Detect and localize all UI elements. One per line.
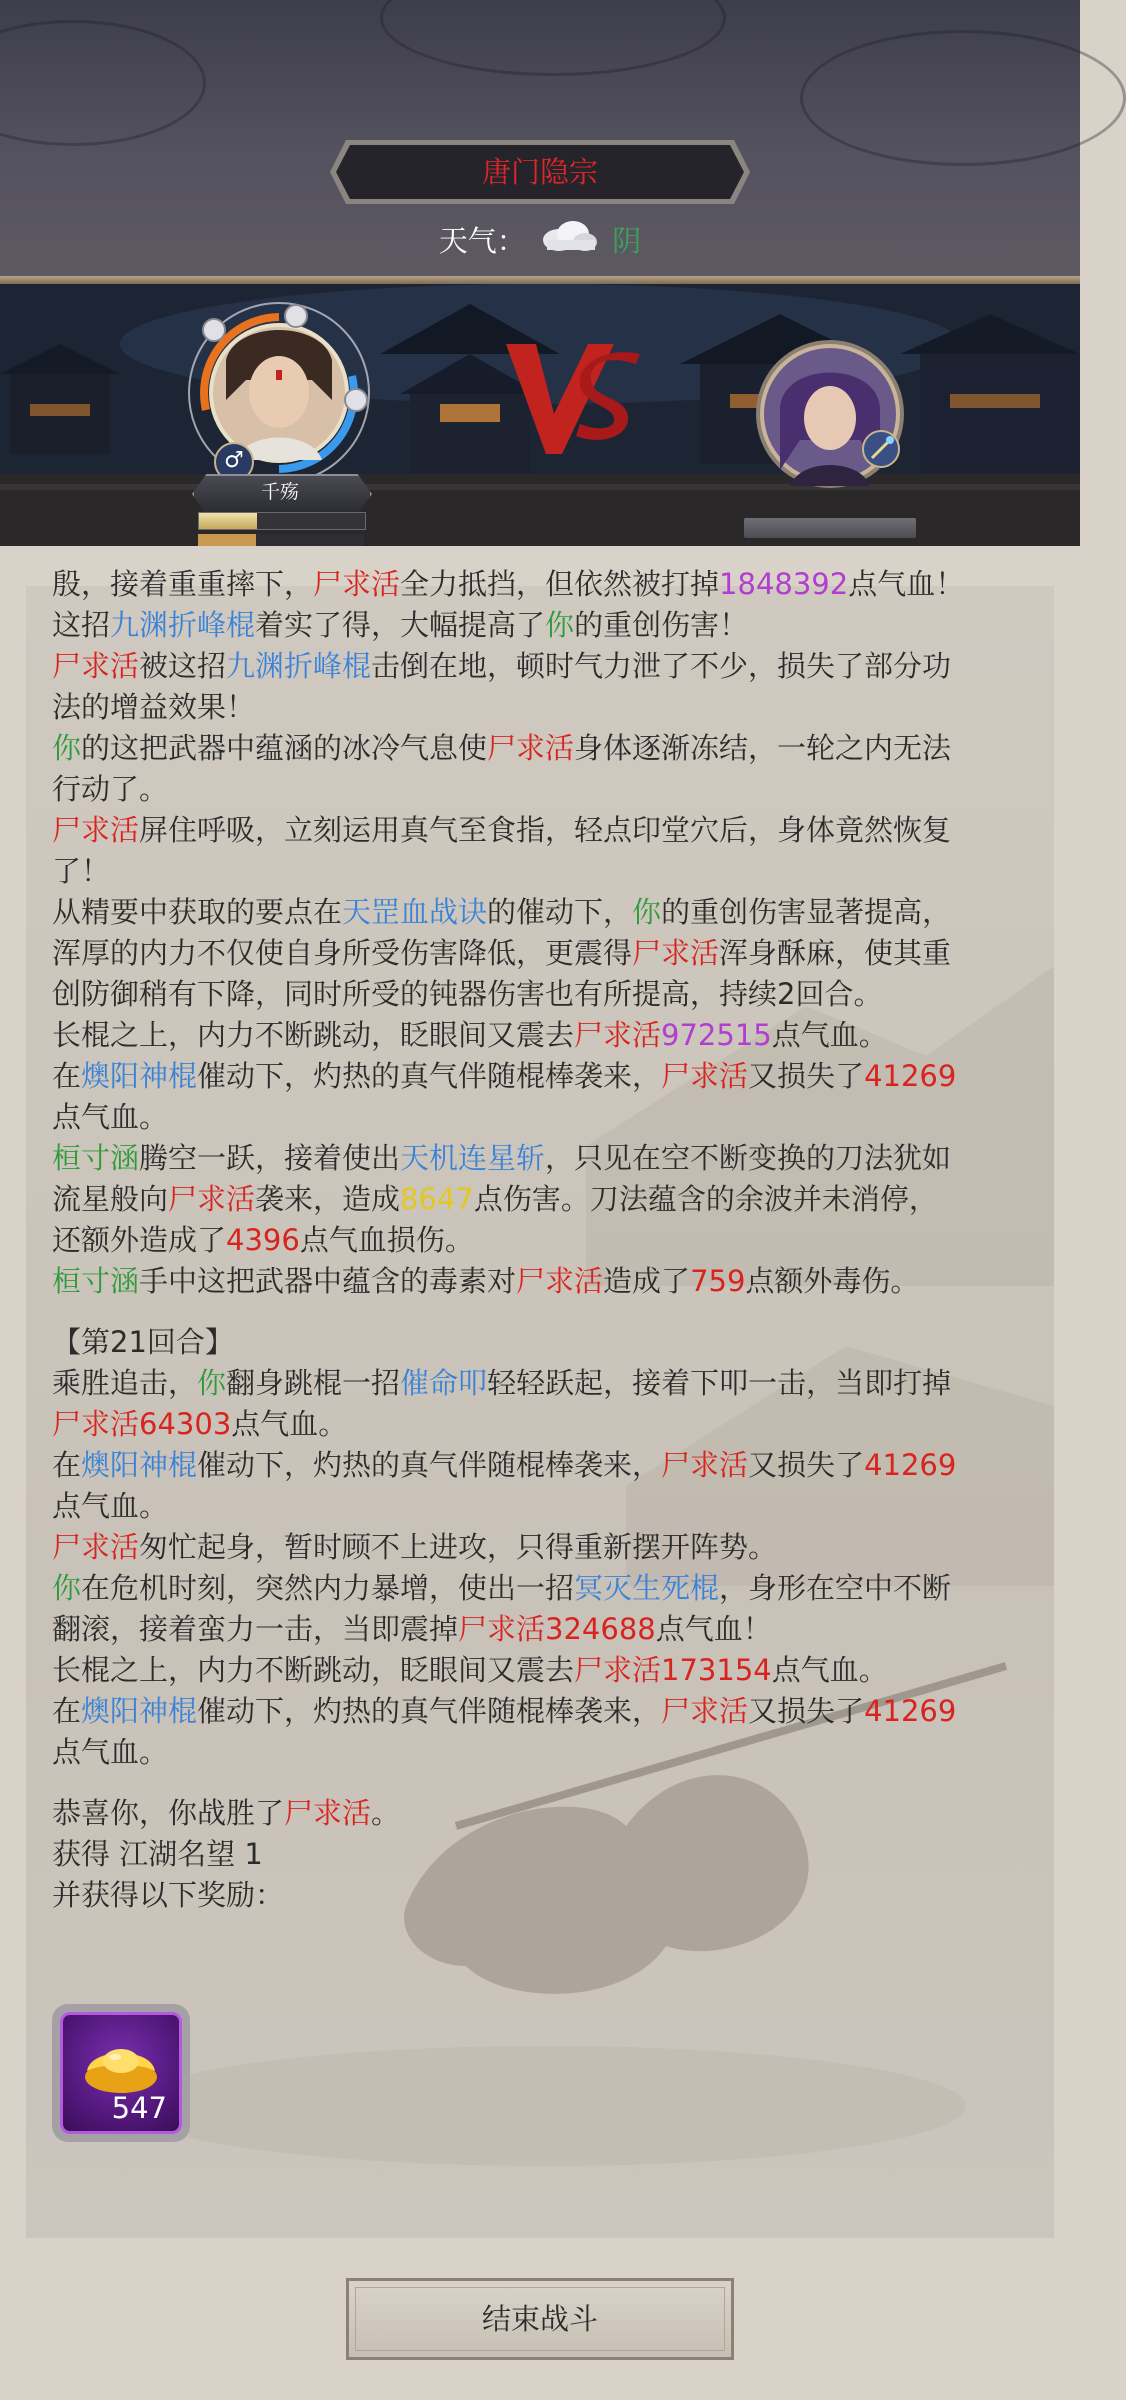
log-highlight-blue: 九渊折峰棍 (110, 608, 256, 642)
log-highlight-red: 尸求活 (284, 1796, 372, 1830)
log-highlight-blue: 燠阳神棍 (81, 1059, 198, 1093)
log-highlight-blue: 燠阳神棍 (81, 1694, 198, 1728)
log-line (52, 1097, 1042, 1138)
log-line (52, 1015, 1042, 1056)
log-text-span: 在 (52, 1059, 82, 1093)
log-text-span: 浑身酥麻，使其重 (719, 936, 952, 970)
log-text-span: 点气血！ (848, 567, 965, 601)
log-text-span: 催动下，灼热的真气伴随棍棒袭来， (197, 1448, 662, 1482)
log-highlight-red: 尸求活 (574, 1653, 662, 1687)
log-line (52, 728, 1042, 769)
log-text-span: 创防御稍有下降，同时所受的钝器伤害也有所提高，持续2回合。 (52, 977, 883, 1011)
weather-row (0, 218, 1080, 268)
player-energy-fill (198, 534, 256, 546)
cloud-decoration (380, 0, 726, 76)
log-text-span: 的重创伤害！ (574, 608, 749, 642)
log-highlight-red: 759 (690, 1264, 746, 1298)
cloud-decoration (0, 20, 206, 146)
log-line (52, 1834, 1042, 1875)
log-text-span: 造成了 (603, 1264, 691, 1298)
log-highlight-red: 尸求活 (52, 813, 140, 847)
log-line (52, 892, 1042, 933)
log-highlight-red: 尸求活 (661, 1694, 749, 1728)
log-text-span: 腾空一跃，接着使出 (139, 1141, 401, 1175)
log-text-span: 恭喜你，你战胜了 (52, 1796, 285, 1830)
log-highlight-yellow: 8647 (400, 1182, 474, 1216)
log-text-span: 点气血。 (771, 1653, 888, 1687)
log-highlight-red: 41269 (864, 1448, 957, 1482)
log-highlight-green: 你 (52, 731, 82, 765)
log-line (52, 1793, 1042, 1834)
header (0, 0, 1080, 282)
log-highlight-red: 41269 (864, 1694, 957, 1728)
log-text-span: 还额外造成了 (52, 1223, 227, 1257)
log-text-span: ，身形在空中不断 (719, 1571, 952, 1605)
log-highlight-green: 你 (52, 1571, 82, 1605)
log-highlight-purple: 1848392 (719, 567, 849, 601)
log-text-span: 浑厚的内力不仅使自身所受伤害降低，更震得 (52, 936, 633, 970)
log-highlight-blue: 天机连星斩 (400, 1141, 546, 1175)
sect-title: 唐门隐宗 (481, 155, 598, 189)
log-line (52, 810, 1042, 851)
log-text-span: 点气血。 (231, 1407, 348, 1441)
log-line (52, 1220, 1042, 1261)
log-line (52, 933, 1042, 974)
log-highlight-blue: 九渊折峰棍 (226, 649, 372, 683)
log-text-span: 【第21回合】 (52, 1325, 234, 1359)
vs-emblem-icon (496, 324, 646, 474)
log-line (52, 1568, 1042, 1609)
log-highlight-blue: 天罡血战诀 (342, 895, 488, 929)
header-border (0, 276, 1080, 284)
log-highlight-blue: 冥灭生死棍 (574, 1571, 720, 1605)
log-highlight-red: 324688 (545, 1612, 656, 1646)
log-text-span: 袭来，造成 (255, 1182, 401, 1216)
end-battle-label: 结束战斗 (481, 2302, 598, 2336)
log-highlight-red: 尸求活 (52, 1530, 140, 1564)
sect-title-plate (328, 138, 752, 206)
log-text-span: 点额外毒伤。 (745, 1264, 920, 1298)
reward-item[interactable] (52, 2004, 190, 2142)
log-highlight-red: 尸求活 (487, 731, 575, 765)
log-text-span: 了！ (52, 854, 111, 888)
log-line (52, 1486, 1042, 1527)
log-text-span: 轻轻跃起，接着下叩一击，当即打掉 (487, 1366, 952, 1400)
log-highlight-red: 尸求活 (661, 1448, 749, 1482)
log-text-span: 翻身跳棍一招 (226, 1366, 401, 1400)
log-line (52, 1875, 1042, 1916)
log-highlight-purple: 972515 (661, 1018, 772, 1052)
log-text-span: 并获得以下奖励： (52, 1878, 285, 1912)
log-text-span: 被这招 (139, 649, 227, 683)
log-highlight-red: 尸求活 (313, 567, 401, 601)
log-text-span: 在危机时刻，突然内力暴增，使出一招 (81, 1571, 575, 1605)
log-highlight-red: 尸求活 (516, 1264, 604, 1298)
log-line (52, 1691, 1042, 1732)
log-text-span: 在 (52, 1694, 82, 1728)
log-text-span: 手中这把武器中蕴含的毒素对 (139, 1264, 517, 1298)
log-highlight-green: 你 (632, 895, 662, 929)
log-text-span: 催动下，灼热的真气伴随棍棒袭来， (197, 1059, 662, 1093)
log-line (52, 1261, 1042, 1302)
battle-log-text (52, 567, 1042, 1916)
log-highlight-blue: 催命叩 (400, 1366, 488, 1400)
log-text-span: 乘胜追击， (52, 1366, 198, 1400)
log-text-span: 匆忙起身，暂时顾不上进攻，只得重新摆开阵势。 (139, 1530, 778, 1564)
log-text-span: 的重创伤害显著提高， (661, 895, 952, 929)
log-line (52, 1322, 1042, 1363)
log-spacer (52, 1773, 1042, 1793)
weather-label: 天气： (438, 224, 526, 258)
log-text-span: 催动下，灼热的真气伴随棍棒袭来， (197, 1694, 662, 1728)
log-text-span: 击倒在地，顿时气力泄了不少，损失了部分功 (371, 649, 952, 683)
cloud-decoration (800, 30, 1126, 166)
log-text-span: 在 (52, 1448, 82, 1482)
log-line (52, 769, 1042, 810)
log-text-span: 长棍之上，内力不断跳动，眨眼间又震去 (52, 1653, 575, 1687)
log-text-span: 殷，接着重重摔下， (52, 567, 314, 601)
log-text-span: ，只见在空不断变换的刀法犹如 (545, 1141, 952, 1175)
player-name: 千殇 (260, 481, 299, 503)
log-highlight-green: 你 (545, 608, 575, 642)
log-text-span: 长棍之上，内力不断跳动，眨眼间又震去 (52, 1018, 575, 1052)
staff-icon (862, 430, 900, 468)
battle-log-panel[interactable] (26, 567, 1054, 2238)
log-text-span: 翻滚，接着蛮力一击，当即震掉 (52, 1612, 459, 1646)
log-highlight-green: 你 (197, 1366, 227, 1400)
log-line (52, 1056, 1042, 1097)
log-highlight-red: 尸求活 (632, 936, 720, 970)
log-text-span: 着实了得，大幅提高了 (255, 608, 546, 642)
log-line (52, 1404, 1042, 1445)
player-hp-fill (199, 513, 257, 529)
log-spacer (52, 1302, 1042, 1322)
male-icon: ♂ (214, 442, 254, 482)
log-text-span: 行动了。 (52, 772, 169, 806)
reward-item-frame (60, 2012, 182, 2134)
log-text-span: 流星般向 (52, 1182, 169, 1216)
log-line (52, 1363, 1042, 1404)
enemy-hp-bar (744, 518, 916, 538)
gold-ingot-icon (81, 2037, 161, 2097)
log-text-span: 从精要中获取的要点在 (52, 895, 343, 929)
log-text-span: 点气血损伤。 (299, 1223, 474, 1257)
log-text-span: 屏住呼吸，立刻运用真气至食指，轻点印堂穴后，身体竟然恢复 (139, 813, 952, 847)
end-battle-button[interactable] (346, 2278, 734, 2360)
reward-count: 547 (111, 2091, 167, 2125)
log-line (52, 1179, 1042, 1220)
log-text-span: 。 (371, 1796, 401, 1830)
log-text-span: 获得 江湖名望 1 (52, 1837, 263, 1871)
weather-value: 阴 (612, 224, 642, 258)
log-line (52, 687, 1042, 728)
log-highlight-red: 尸求活 (661, 1059, 749, 1093)
log-text-span: 点气血。 (771, 1018, 888, 1052)
player-energy-bar (198, 534, 364, 546)
log-line (52, 1138, 1042, 1179)
log-highlight-green: 桓寸涵 (52, 1141, 140, 1175)
log-text-span: 这招 (52, 608, 111, 642)
cloud-icon (539, 218, 599, 261)
log-text-span: 点气血。 (52, 1100, 169, 1134)
log-text-span: 点气血。 (52, 1735, 169, 1769)
log-highlight-red: 尸求活 (458, 1612, 546, 1646)
log-text-span: 点气血！ (655, 1612, 772, 1646)
log-text-span: 法的增益效果！ (52, 690, 256, 724)
log-line (52, 974, 1042, 1015)
log-text-span: 全力抵挡，但依然被打掉 (400, 567, 720, 601)
log-highlight-red: 尸求活 (52, 1407, 140, 1441)
log-text-span: 的这把武器中蕴涵的冰冷气息使 (81, 731, 488, 765)
player-hp-bar (198, 512, 366, 530)
log-line (52, 1527, 1042, 1568)
log-highlight-red: 64303 (139, 1407, 232, 1441)
log-highlight-green: 桓寸涵 (52, 1264, 140, 1298)
log-text-span: 点气血。 (52, 1489, 169, 1523)
log-text-span: 点伤害。刀法蕴含的余波并未消停， (473, 1182, 938, 1216)
log-highlight-red: 尸求活 (168, 1182, 256, 1216)
log-text-span: 身体逐渐冻结，一轮之内无法 (574, 731, 952, 765)
log-line (52, 1445, 1042, 1486)
log-highlight-red: 尸求活 (52, 649, 140, 683)
log-line (52, 564, 1042, 605)
log-line (52, 1650, 1042, 1691)
log-highlight-red: 4396 (226, 1223, 300, 1257)
log-line (52, 605, 1042, 646)
log-text-span: 又损失了 (748, 1448, 865, 1482)
log-text-span: 又损失了 (748, 1694, 865, 1728)
log-line (52, 646, 1042, 687)
log-line (52, 1609, 1042, 1650)
log-line (52, 851, 1042, 892)
log-highlight-blue: 燠阳神棍 (81, 1448, 198, 1482)
log-highlight-red: 尸求活 (574, 1018, 662, 1052)
log-highlight-red: 41269 (864, 1059, 957, 1093)
log-text-span: 的催动下， (487, 895, 633, 929)
log-highlight-red: 173154 (661, 1653, 772, 1687)
battle-banner (0, 284, 1080, 546)
log-line (52, 1732, 1042, 1773)
log-text-span: 又损失了 (748, 1059, 865, 1093)
